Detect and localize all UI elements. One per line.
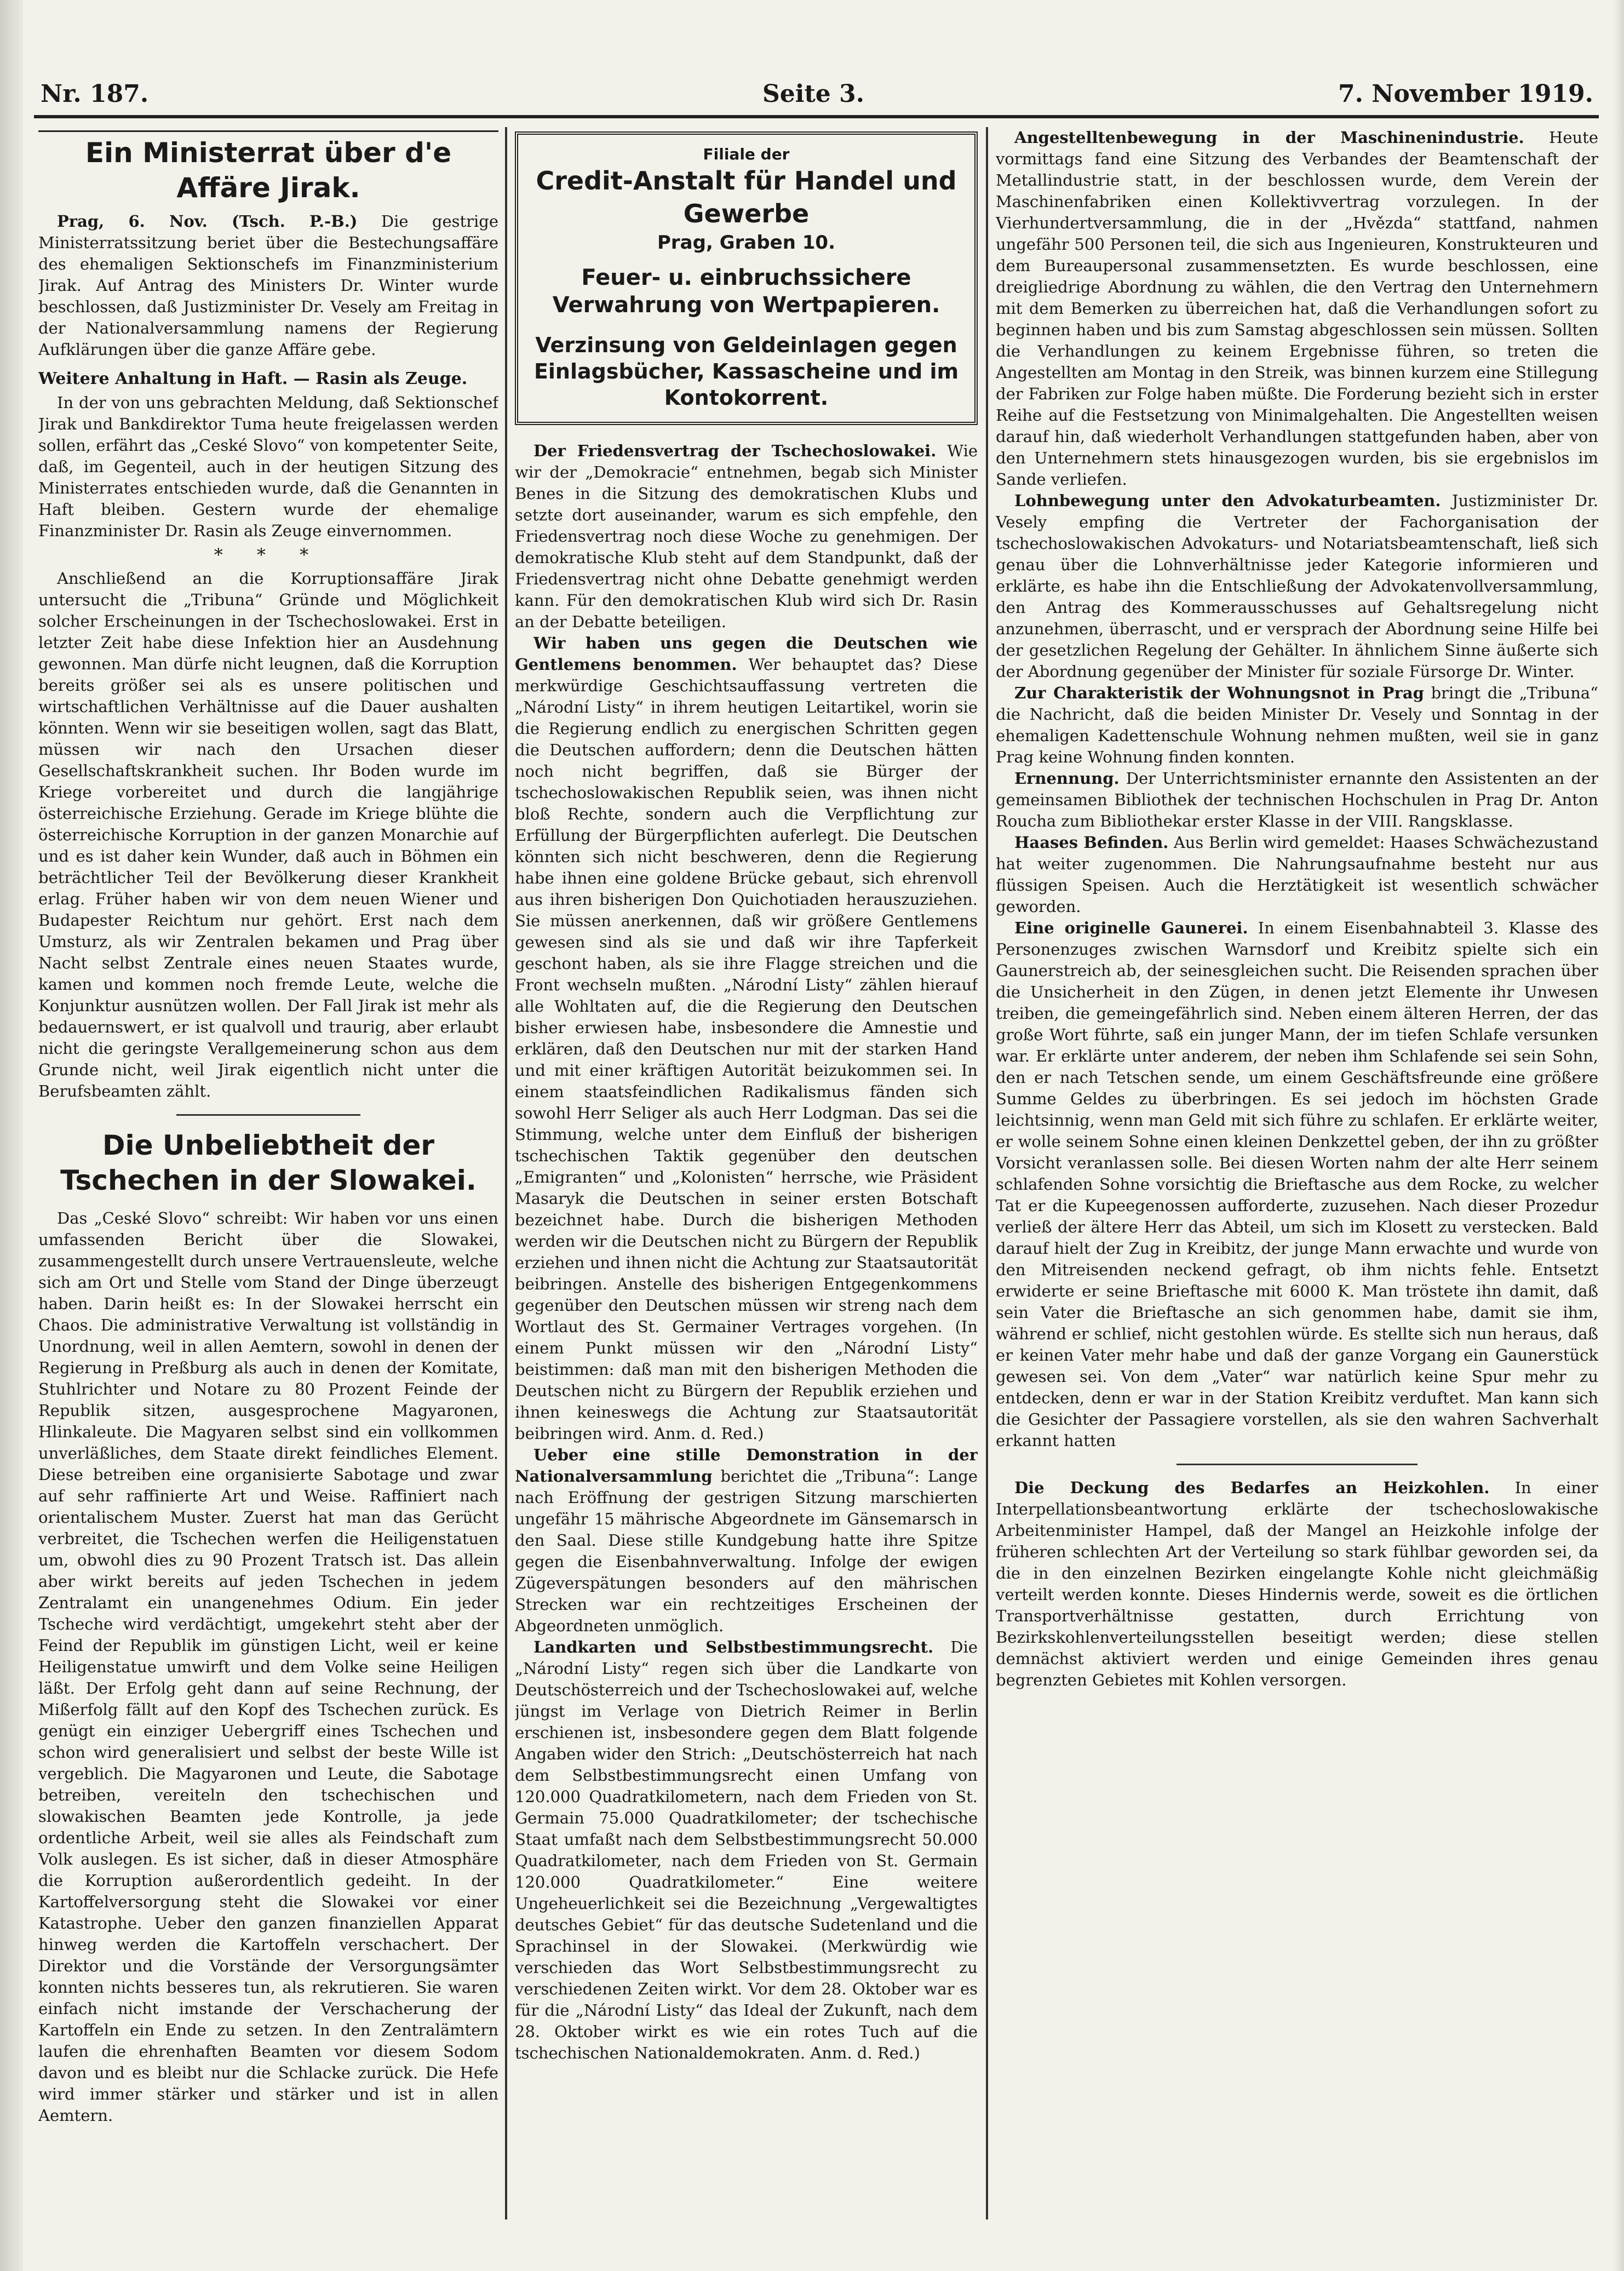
advertisement-credit-anstalt: [515, 131, 978, 425]
page-header: [34, 66, 1599, 110]
article-text: bringt die „Tribuna“ die Nachricht, daß die beiden Minister Dr. Vesely und Sonntag in der ehemaligen Kadettenschule Wohnung nehmen mußten, weil sie in ganz Prag keine Wohnung finden konnten.: [996, 684, 1598, 766]
article-text: Die gestrige Ministerratssitzung beriet über die Bestechungsaffäre des ehemaligen Sektionschefs im Finanzministerium Jirak. Auf Antrag des Ministers Dr. Winter wurde beschlossen, daß Justizminister Dr. Vesely am Freitag in der Nationalversammlung namens der Regierung Aufklärungen über die ganze Affäre gebe.: [38, 212, 498, 359]
page-edge-left: [0, 0, 23, 2271]
article-text: Die „Národní Listy“ regen sich über die Landkarte von Deutschösterreich und der Tschechoslowakei auf, welche jüngst im Verlage von Dietrich Reimer in Berlin erschienen ist, insbesondere gegen dem Blatt folgende Angaben wider den Strich: „Deutschösterreich hat nach dem Selbstbestimmungsrecht einen Umfang von 120.000 Quadratkilometern, nach dem Frieden von St. Germain 75.000 Quadratkilometer; der tschechische Staat umfaßt nach dem Selbstbestimmungsrecht 50.000 Quadratkilometer, nach dem Frieden von St. Germain 120.000 Quadratkilometer.“ Eine weitere Ungeheuerlichkeit sei die Bezeichnung „Vergewaltigtes deutsches Gebiet“ für das deutsche Sudetenland und die Sprachinsel in der Slowakei. (Merkwürdig wie verschieden das Wort Selbstbestimmungsrecht zu verschiedenen Zeiten wirkt. Vor dem 28. Oktober war es für die „Národní Listy“ das Ideal der Zukunft, nach dem 28. Oktober wirkt es wie ein rotes Tuch auf die tschechischen Nationaldemokraten. Anm. d. Red.): [515, 1638, 978, 2062]
article-haft: In der von uns gebrachten Meldung, daß Sektionschef Jirak und Bankdirektor Tuma heute freigelassen werden sollen, erfährt das „Ceské Slovo“ von kompetenter Seite, daß, im Gegenteil, auch in der heutigen Sitzung des Ministerrates entschieden wurde, daß die Genannten in Haft bleiben. Gestern wurde der ehemalige Finanzminister Dr. Rasin als Zeuge einvernommen.: [38, 393, 498, 540]
issue-date: 7. November 1919.: [1338, 80, 1593, 108]
ad-filiale: Filiale der: [703, 145, 790, 163]
section-separator: * * *: [214, 544, 323, 565]
article-rule: [1177, 1464, 1418, 1465]
article-lead: Eine originelle Gaunerei.: [1014, 919, 1248, 937]
article-ministerrat-intro: [38, 211, 498, 360]
column-right: [996, 127, 1598, 2225]
article-lead: Die Deckung des Bedarfes an Heizkohlen.: [1014, 1478, 1490, 1497]
column-middle: [515, 127, 978, 2225]
article-landkarten: [515, 1637, 978, 2064]
column-divider-2: [986, 127, 988, 2220]
header-rule: [34, 115, 1599, 118]
article-friedensvertrag: [515, 440, 978, 633]
article-lead: Lohnbewegung unter den Advokaturbeamten.: [1014, 491, 1441, 510]
article-text: Wie wir der „Demokracie“ entnehmen, begab sich Minister Benes in die Sitzung des demokratischen Klubs und setzte dort auseinander, warum es sich empfehle, den Friedensvertrag noch diese Woche zu genehmigen. Der demokratische Klub steht auf dem Standpunkt, daß der Friedensvertrag nicht ohne Debatte genehmigt werden kann. Für den demokratischen Klub wird sich Dr. Rasin an der Debatte beteiligen.: [515, 441, 978, 631]
article-slowakei: Das „Ceské Slovo“ schreibt: Wir haben vor uns einen umfassenden Bericht über die Slowakei, zusammengestellt durch unsere Vertrauensleute, welche sich am Ort und Stelle vom Stand der Dinge überzeugt haben. Darin heißt es: In der Slowakei herrscht ein Chaos. Die administrative Verwaltung ist vollständig in Unordnung, weil in allen Aemtern, sowohl in denen der Regierung in Preßburg als auch in denen der Komitate, Stuhlrichter und Notare zu 80 Prozent Feinde der Republik sitzen, ausgesprochene Magyaronen, Hlinkaleute. Die Magyaren selbst sind ein vollkommen unverläßliches, dem Staate direkt feindliches Element. Diese betreiben eine organisierte Sabotage und zwar auf sehr raffinierte Art und Weise. Raffiniert nach orientalischem Muster. Zuerst hat man das Gerücht verbreitet, die Tschechen werfen die Heiligenstatuen um, obwohl dies zu 90 Prozent Tratsch ist. Das allein aber wirkt bereits auf jeden Tschechen in jedem Zentralamt ein unangenehmes Odium. Ein jeder Tscheche wird verdächtigt, umgekehrt steht aber der Feind der Republik im günstigen Licht, weil er keine Heiligenstatue umwirft und dem Volke seine Heiligen läßt. Der Erfolg geht dann auf seine Rechnung, der Mißerfolg fällt auf den Kopf des Tschechen zurück. Es genügt ein einziger Uebergriff eines Tschechen und schon wird generalisiert und selbst der beste Wille ist vergeblich. Die Magyaronen und Leute, die Sabotage betreiben, vereiteln den tschechischen und slowakischen Beamten jede Kontrolle, ja jede ordentliche Arbeit, weil sie alles als Feindschaft zum Volk auslegen. Es ist sicher, daß in dieser Atmosphäre die Korruption außerordentlich gedeiht. In der Kartoffelversorgung steht die Slowakei vor einer Katastrophe. Ueber den ganzen finanziellen Apparat hinweg werden die Kartoffeln verschachert. Der Direktor und die Vorstände der Versorgungsämter konnten nichts besseres tun, als rekrutieren. Sie waren einfach nicht imstande der Verschacherung der Kartoffeln ein Ende zu setzen. In den Zentralämtern laufen die ehrenhaften Beamten vor diesem Sodom davon und es bleibt nur die Schlacke zurück. Die Hefe wird immer stärker und stärker und ist in allen Aemtern.: [38, 1209, 498, 2125]
headline-slowakei: Die Unbeliebtheit der Tschechen in der Slowakei.: [60, 1129, 477, 1196]
column-divider-1: [505, 127, 507, 2220]
article-lead: Ernennung.: [1014, 769, 1120, 788]
ad-line-2: Verzinsung von Geldeinlagen gegen Einlagsbücher, Kassascheine und im Kontokorrent.: [533, 333, 959, 410]
column-left: [38, 127, 498, 2220]
article-lead: Zur Charakteristik der Wohnungsnot in Prag: [1014, 684, 1424, 702]
article-rule: [176, 1114, 360, 1116]
ad-line-1: Feuer- u. einbruchssichere Verwahrung von Wertpapieren.: [552, 265, 940, 318]
article-text: Wer behauptet das? Diese merkwürdige Geschichtsauffassung vertreten die „Národní Listy“ in ihrem heutigen Leitartikel, worin sie die Regierung endlich zu energischen Schritten gegen die Deutschen auffordern; denn die Deutschen hätten noch nicht begriffen, daß sie Bürger der tschechoslowakischen Republik seien, was ihnen nicht bloß Rechte, sondern auch die Verpflichtung zur Erfüllung der Bürgerpflichten auferlegt. Die Deutschen könnten sich nicht beschweren, denn die Regierung habe ihnen eine goldene Brücke gebaut, sich ehrenvoll aus ihren bisherigen Don Quichotiaden herauszuziehen. Sie müssen anerkennen, daß wir größere Gentlemens gewesen sind als sie und daß wir ihre Tapferkeit geschont haben, als sie ihre Flagge streichen und die Front wechseln mußten. „Národní Listy“ zählen hierauf alle Wohltaten auf, die die Regierung den Deutschen bisher erwiesen habe, insbesondere die Amnestie und erklären, daß den Deutschen nur mit der starken Hand und mit einer kräftigen Autorität beizukommen sei. In einem staatsfeindlichen Radikalismus fänden sich sowohl Herr Seliger als auch Herr Lodgman. Das sei die Stimmung, welche unter dem Einfluß der bisherigen tschechischen Taktik gegenüber den deutschen „Emigranten“ und „Kolonisten“ herrsche, wie Präsident Masaryk die Deutschen in seiner ersten Botschaft bezeichnet habe. Durch die bisherigen Methoden werden wir die Deutschen nicht zu Bürgern der Republik erziehen und ihnen nicht die Achtung zur Staatsautorität beibringen. Anstelle des bisherigen Entgegenkommens gegenüber den Deutschen müssen wir streng nach dem Wortlaut des St. Germainer Vertrages vorgehen. (In einem Punkt müssen wir den „Národní Listy“ beistimmen: daß man mit den bisherigen Methoden die Deutschen nicht zu Bürgern der Republik erziehen und ihnen keineswegs die Achtung zur Staatsautorität beibringen wird. Anm. d. Red.): [515, 655, 978, 1443]
ad-spacer: [526, 319, 967, 332]
article-text: Justizminister Dr. Vesely empfing die Vertreter der Fachorganisation der tschechoslowakischen Advokaturs- und Notariatsbeamtenschaft, ließ sich genau über die Lohnverhältnisse jeder Kategorie informieren und erklärte, es habe ihn die Entschließung der Advokatenvollversammlung, den Antrag des Kommerausschusses auf Gehaltsregelung nicht anzunehmen, überrascht, und er versprach der Abordnung seine Hilfe bei der gesetzlichen Regelung der Gehälter. In ähnlichem Sinne äußerte sich der Abordnung gegenüber der Minister für soziale Fürsorge Dr. Winter.: [996, 491, 1598, 681]
article-text: In einer Interpellationsbeantwortung erklärte der tschechoslowakische Arbeitenminister Hampel, daß der Mangel an Heizkohle infolge der früheren schlechten Art der Verteilung so stark fühlbar geworden sei, da die in den einzelnen Bezirken eingelangte Kohle nicht gleichmäßig verteilt werden konnte. Dieses Hindernis werde, soweit es die örtlichen Transportverhältnisse gestatten, durch Errichtung von Bezirkskohlenverteilungsstellen beseitigt werden; diese stellen demnächst aktiviert werden und einige Gemeinden ihres genau begrenzten Gebietes mit Kohlen versorgen.: [996, 1478, 1598, 1689]
article-text: In einem Eisenbahnabteil 3. Klasse des Personenzuges zwischen Warnsdorf und Kreibitz spielte sich ein Gaunerstreich ab, der seinesgleichen sucht. Die Reisenden sprachen über die Unsicherheit in den Zügen, in denen jetzt Elemente ihr Unwesen treiben, die gemeingefährlich sind. Neben einem älteren Herren, der das große Wort führte, saß ein junger Mann, der im tiefen Schlafe versunken war. Er erklärte unter anderem, der neben ihm Schlafende sei sein Sohn, den er nach Tetschen sende, um einem Geschäftsfreunde eine größere Summe Geldes zu überbringen. Es sei jedoch im höchsten Grade leichtsinnig, wenn man Geld mit sich führe zu schlafen. Er erklärte weiter, er wolle seinem Sohne einen kleinen Denkzettel geben, der ihn zu größter Vorsicht veranlassen solle. Bei diesen Worten nahm der alte Herr seinem schlafenden Sohne vorsichtig die Brieftasche aus dem Rocke, zu welcher Tat er die Kupeegenossen aufforderte, zuzusehen. Nach dieser Prozedur verließ der ältere Herr das Abteil, um sich im Klosett zu verstecken. Bald darauf hielt der Zug in Kreibitz, der junge Mann erwachte und wurde von den Mitreisenden neckend gefragt, ob ihm nichts fehle. Entsetzt erwiderte er seine Brieftasche mit 6000 K. Man tröstete ihn damit, daß sein Vater die Brieftasche an sich genommen habe, damit sie ihm, während er schlief, nicht gestohlen würde. Es stellte sich nun heraus, daß er keinen Vater mehr habe und daß der ganze Vorgang ein Gaunerstück gewesen sei. Von dem „Vater“ war natürlich keine Spur mehr zu entdecken, denn er war in der Station Kreibitz verduftet. Man kann sich die Gesichter der Passagiere vorstellen, als sie den wahren Sachverhalt erkannt hatten: [996, 919, 1598, 1450]
article-lead: Wir haben uns gegen die Deutschen wie Gentlemens benommen.: [515, 634, 978, 674]
article-text: Heute vormittags fand eine Sitzung des Verbandes der Beamtenschaft der Metallindustrie statt, in der beschlossen wurde, dem Verein der Maschinenfabriken einen Kollektivvertrag vorzulegen. In der Vierhundertversammlung, die in der „Hvězda“ stattfand, nahmen ungefähr 500 Personen teil, die sich aus Ingenieuren, Konstrukteuren und dem Bureaupersonal zusammensetzten. Es wurde beschlossen, eine dreigliedrige Abordnung zu wählen, die den Vertrag den Unternehmern mit dem Bemerken zu überreichen hat, daß die Verhandlungen sofort zu beginnen haben und bis zum Samstag abgeschlossen sein müssen. Sollten die Verhandlungen zu keinem Ergebnisse führen, so treten die Angestellten am Montag in den Streik, was binnen kurzem eine Stillegung der Fabriken zur Folge haben müßte. Die Forderung bezieht sich in erster Reihe auf die Festsetzung von Minimalgehalten. Die Angestellten weisen darauf hin, daß wiederholt Verhandlungen stattgefunden haben, aber von den Unternehmern stets hinausgezogen wurden, bis sie ergebnislos im Sande verliefen.: [996, 128, 1598, 489]
article-demonstration: [515, 1444, 978, 1637]
article-ernennung: [996, 768, 1598, 832]
article-lohnbewegung: [996, 490, 1598, 683]
article-heizkohlen: [996, 1477, 1598, 1691]
article-text: Aus Berlin wird gemeldet: Haases Schwächezustand hat weiter zugenommen. Die Nahrungsaufnahme besteht nur aus flüssigen Speisen. Auch die Herztätigkeit ist wesentlich schwächer geworden.: [996, 833, 1598, 916]
article-lead: Haases Befinden.: [1014, 833, 1169, 852]
article-angestellten: [996, 127, 1598, 490]
article-text: Der Unterrichtsminister ernannte den Assistenten an der gemeinsamen Bibliothek der technischen Hochschulen in Prag Dr. Anton Roucha zum Bibliothekar erster Klasse in der VIII. Rangsklasse.: [996, 769, 1598, 830]
article-gaunerei: [996, 917, 1598, 1452]
article-haase: [996, 832, 1598, 917]
ad-address: Prag, Graben 10.: [657, 232, 835, 254]
page-edge-right: [1613, 0, 1624, 2271]
headline-ministerrat: Ein Ministerrat über d'e Affäre Jirak.: [38, 130, 498, 205]
article-lead: Ueber eine stille Demonstration in der Nationalversammlung: [515, 1446, 978, 1486]
article-wohnungsnot: [996, 683, 1598, 768]
issue-number: Nr. 187.: [41, 80, 149, 108]
article-gentlemens: [515, 633, 978, 1444]
subhead-haft: Weitere Anhaltung in Haft. — Rasin als Zeuge.: [38, 369, 468, 388]
page-number: Seite 3.: [762, 80, 865, 108]
dateline: Prag, 6. Nov. (Tsch. P.-B.): [57, 212, 358, 231]
article-lead: Der Friedensvertrag der Tschechoslowakei.: [533, 441, 937, 460]
article-lead: Landkarten und Selbstbestimmungsrecht.: [533, 1638, 934, 1656]
ad-bank-name: Credit-Anstalt für Handel und Gewerbe: [536, 166, 957, 228]
article-korruption: Anschließend an die Korruptionsaffäre Jirak untersucht die „Tribuna“ Gründe und Möglichkeit solcher Erscheinungen in der Tschechoslowakei. Erst in letzter Zeit habe diese Infektion hier an Ausdehnung gewonnen. Man dürfe nicht leugnen, daß die Korruption bereits größer sei als es unsere politischen und wirtschaftlichen Verhältnisse auf die Dauer aushalten könnten. Wenn wir sie beseitigen wollen, sagt das Blatt, müssen wir nach den Ursachen dieser Gesellschaftskrankheit suchen. Ihr Boden wurde im Kriege vorbereitet und durch die langjährige österreichische Erziehung. Gerade im Kriege blühte die österreichische Korruption in der ganzen Monarchie auf und es ist daher kein Wunder, daß auch in Böhmen ein beträchtlicher Teil der Bevölkerung dieser Krankheit erlag. Früher haben wir von dem neuen Wiener und Budapester Reichtum nur gehört. Erst nach dem Umsturz, als wir Zentralen bekamen und Prag über Nacht selbst Zentrale eines neuen Staates wurde, kamen und kommen noch fremde Leute, welche die Konjunktur ausnützen wollen. Der Fall Jirak ist mehr als bedauernswert, er ist qualvoll und traurig, aber erlaubt nicht die geringste Verallgemeinerung schon aus dem Grunde nicht, weil Jirak eigentlich nicht unter die Berufsbeamten zählt.: [38, 569, 498, 1100]
article-lead: Angestelltenbewegung in der Maschinenindustrie.: [1014, 128, 1524, 147]
article-text: berichtet die „Tribuna“: Lange nach Eröffnung der gestrigen Sitzung marschierten ungefähr 15 mährische Abgeordnete im Gänsemarsch in den Saal. Diese stille Kundgebung hatte ihre Spitze gegen die Eisenbahnverwaltung. Infolge der ewigen Zügeverspätungen besonders auf den mährischen Strecken war ein rechtzeitiges Erscheinen der Abgeordneten unmöglich.: [515, 1467, 978, 1635]
